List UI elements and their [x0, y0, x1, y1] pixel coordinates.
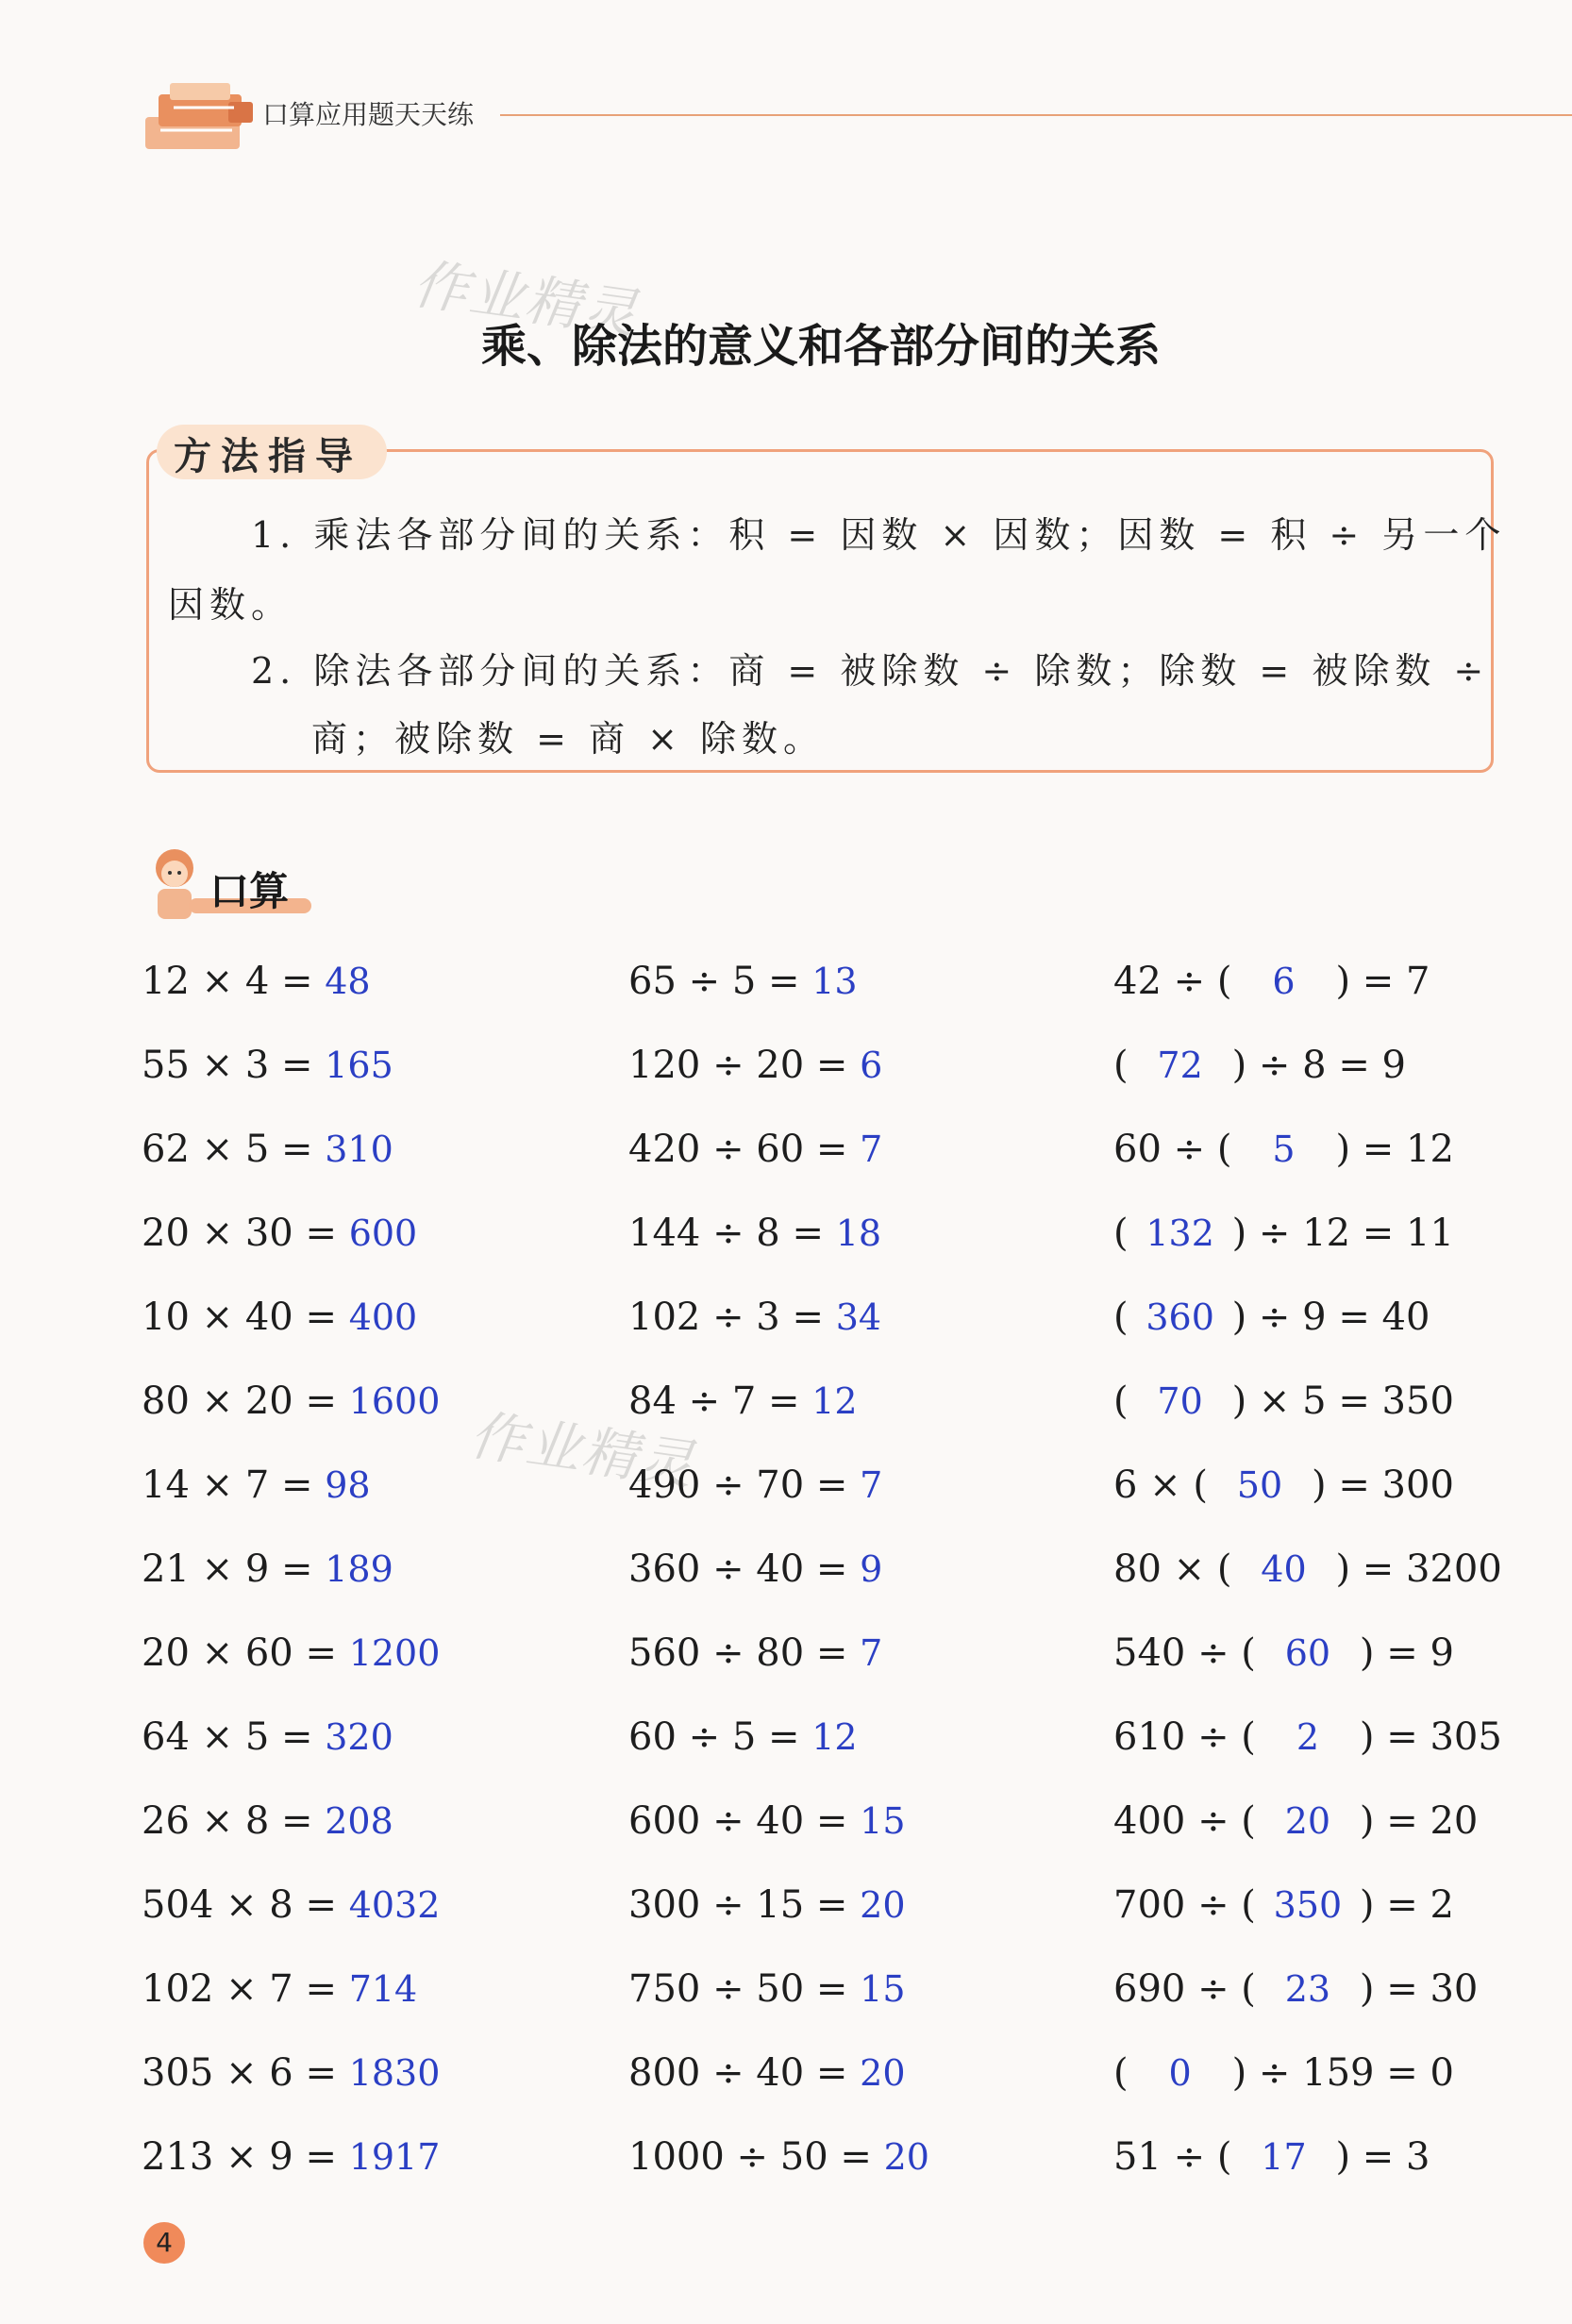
exercise-answer: 40: [1261, 1548, 1307, 1590]
exercise-column-3: [1113, 958, 1502, 2217]
exercise-row: [628, 1042, 929, 1126]
exercise-answer: 7: [860, 1129, 883, 1170]
exercise-row: [628, 1546, 929, 1630]
exercise-answer: 320: [325, 1716, 393, 1758]
exercise-row: [1113, 2133, 1502, 2217]
exercise-suffix: ) = 300: [1312, 1463, 1454, 1507]
exercise-question: 55 × 3 =: [142, 1044, 326, 1087]
header-title: 口算应用题天天练: [262, 99, 475, 130]
exercise-prefix: 540 ÷ (: [1113, 1631, 1256, 1675]
exercise-column-2: [628, 958, 929, 2217]
exercise-question: 10 × 40 =: [142, 1296, 349, 1339]
exercise-answer: 132: [1146, 1212, 1214, 1254]
exercise-row: [142, 1797, 440, 1881]
exercise-question: 64 × 5 =: [142, 1715, 326, 1759]
exercise-row: [142, 1378, 440, 1462]
exercise-row: [142, 1630, 440, 1714]
exercise-prefix: (: [1113, 1296, 1129, 1339]
exercise-question: 14 × 7 =: [142, 1463, 326, 1507]
exercise-answer: 9: [860, 1548, 883, 1590]
exercise-row: [142, 958, 440, 1042]
exercise-answer: 350: [1273, 1884, 1343, 1926]
method-rule-1: 1. 乘法各部分间的关系：积 = 因数 × 因数；因数 = 积 ÷ 另一个: [251, 514, 1507, 556]
exercise-row: [628, 1210, 929, 1294]
exercise-answer: 34: [835, 1296, 882, 1338]
exercise-question: 560 ÷ 80 =: [628, 1631, 861, 1675]
exercise-question: 60 ÷ 5 =: [628, 1715, 812, 1759]
exercise-row: [142, 1881, 440, 1965]
exercise-row: [628, 1881, 929, 1965]
exercise-row: [628, 1462, 929, 1546]
exercise-prefix: 690 ÷ (: [1113, 1967, 1256, 2011]
exercise-row: [142, 1714, 440, 1797]
exercise-answer: 714: [348, 1968, 418, 2010]
exercise-question: 102 × 7 =: [142, 1967, 349, 2011]
exercise-row: [628, 2049, 929, 2133]
exercise-row: [142, 1126, 440, 1210]
exercise-row: [1113, 1714, 1502, 1797]
exercise-question: 600 ÷ 40 =: [628, 1799, 861, 1843]
exercise-prefix: 6 × (: [1113, 1463, 1208, 1507]
exercise-row: [1113, 1546, 1502, 1630]
exercise-question: 144 ÷ 8 =: [628, 1212, 836, 1255]
exercise-question: 420 ÷ 60 =: [628, 1128, 861, 1171]
exercise-row: [628, 1630, 929, 1714]
exercise-answer: 18: [835, 1212, 882, 1254]
exercise-suffix: ) ÷ 12 = 11: [1231, 1212, 1454, 1255]
exercise-prefix: 42 ÷ (: [1113, 960, 1232, 1003]
exercise-suffix: ) = 3: [1335, 2135, 1430, 2179]
exercise-answer: 17: [1261, 2136, 1307, 2178]
watermark: 作业精灵: [409, 251, 643, 347]
exercise-question: 12 × 4 =: [142, 960, 326, 1003]
exercise-answer: 0: [1168, 2052, 1192, 2094]
exercise-answer: 400: [348, 1296, 418, 1338]
exercise-answer: 13: [811, 961, 858, 1002]
exercise-question: 490 ÷ 70 =: [628, 1463, 861, 1507]
exercise-prefix: 610 ÷ (: [1113, 1715, 1256, 1759]
exercise-question: 1000 ÷ 50 =: [628, 2135, 884, 2179]
exercise-prefix: (: [1113, 1212, 1129, 1255]
exercise-prefix: (: [1113, 1379, 1129, 1423]
exercise-question: 305 × 6 =: [142, 2051, 349, 2095]
exercise-answer: 20: [860, 1884, 906, 1926]
exercise-row: [1113, 1630, 1502, 1714]
method-rule-2: 2. 除法各部分间的关系：商 = 被除数 ÷ 除数；除数 = 被除数 ÷: [251, 650, 1490, 692]
exercise-suffix: ) ÷ 8 = 9: [1231, 1044, 1407, 1087]
exercise-answer: 20: [1284, 1800, 1331, 1842]
exercise-row: [628, 958, 929, 1042]
exercise-answer: 7: [860, 1632, 883, 1674]
exercise-question: 62 × 5 =: [142, 1128, 326, 1171]
exercise-prefix: 700 ÷ (: [1113, 1883, 1256, 1927]
exercise-column-1: [142, 958, 440, 2217]
exercise-question: 800 ÷ 40 =: [628, 2051, 861, 2095]
exercise-answer: 12: [811, 1716, 858, 1758]
exercise-answer: 15: [860, 1800, 906, 1842]
exercise-suffix: ) = 2: [1359, 1883, 1454, 1927]
exercise-question: 504 × 8 =: [142, 1883, 349, 1927]
exercise-suffix: ) = 20: [1359, 1799, 1479, 1843]
exercise-row: [1113, 2049, 1502, 2133]
exercise-row: [628, 1797, 929, 1881]
method-rule-2-cont: 商；被除数 = 商 × 除数。: [311, 718, 825, 760]
exercise-prefix: (: [1113, 1044, 1129, 1087]
page-number: 4: [143, 2222, 185, 2264]
exercise-answer: 5: [1272, 1129, 1296, 1170]
exercise-prefix: 400 ÷ (: [1113, 1799, 1256, 1843]
exercise-row: [142, 1546, 440, 1630]
exercise-row: [1113, 1797, 1502, 1881]
exercise-answer: 6: [1272, 961, 1296, 1002]
exercise-question: 750 ÷ 50 =: [628, 1967, 861, 2011]
exercise-answer: 2: [1296, 1716, 1319, 1758]
exercise-suffix: ) ÷ 9 = 40: [1231, 1296, 1430, 1339]
exercise-answer: 1200: [348, 1632, 441, 1674]
exercise-suffix: ) = 9: [1359, 1631, 1454, 1675]
exercise-suffix: ) = 12: [1335, 1128, 1454, 1171]
exercise-answer: 4032: [348, 1884, 441, 1926]
exercise-question: 300 ÷ 15 =: [628, 1883, 861, 1927]
exercise-row: [1113, 1042, 1502, 1126]
exercise-prefix: (: [1113, 2051, 1129, 2095]
exercise-answer: 15: [860, 1968, 906, 2010]
exercise-question: 20 × 30 =: [142, 1212, 349, 1255]
exercise-answer: 1830: [348, 2052, 441, 2094]
exercise-question: 26 × 8 =: [142, 1799, 326, 1843]
exercise-row: [142, 1294, 440, 1378]
page-title: 乘、除法的意义和各部分间的关系: [480, 320, 1161, 373]
exercise-answer: 1600: [348, 1380, 441, 1422]
exercise-row: [628, 1378, 929, 1462]
exercise-question: 102 ÷ 3 =: [628, 1296, 836, 1339]
exercise-answer: 208: [325, 1800, 393, 1842]
exercise-answer: 72: [1157, 1045, 1203, 1086]
exercise-row: [1113, 1210, 1502, 1294]
method-guidance-label: 方法指导: [174, 435, 362, 478]
exercise-row: [628, 1126, 929, 1210]
exercise-answer: 20: [883, 2136, 929, 2178]
exercise-answer: 48: [325, 961, 371, 1002]
method-rule-1-cont: 因数。: [168, 584, 293, 626]
exercise-row: [142, 1462, 440, 1546]
exercise-suffix: ) = 3200: [1335, 1547, 1502, 1591]
exercise-row: [1113, 1378, 1502, 1462]
exercise-row: [1113, 958, 1502, 1042]
exercise-row: [142, 1965, 440, 2049]
exercise-answer: 600: [348, 1212, 418, 1254]
exercise-answer: 70: [1157, 1380, 1203, 1422]
exercise-answer: 310: [325, 1129, 393, 1170]
exercise-question: 360 ÷ 40 =: [628, 1547, 861, 1591]
book-stack-icon: [142, 74, 259, 164]
watermark: 作业精灵: [465, 1402, 699, 1498]
exercise-answer: 12: [811, 1380, 858, 1422]
exercise-row: [628, 1965, 929, 2049]
exercise-row: [1113, 1965, 1502, 2049]
exercise-question: 84 ÷ 7 =: [628, 1379, 812, 1423]
exercise-row: [142, 1210, 440, 1294]
exercise-prefix: 80 × (: [1113, 1547, 1232, 1591]
exercise-row: [142, 2049, 440, 2133]
exercise-answer: 60: [1284, 1632, 1331, 1674]
exercise-question: 21 × 9 =: [142, 1547, 326, 1591]
exercise-answer: 98: [325, 1464, 371, 1506]
exercise-answer: 1917: [348, 2136, 441, 2178]
exercise-answer: 7: [860, 1464, 883, 1506]
exercise-row: [1113, 1126, 1502, 1210]
exercise-answer: 189: [325, 1548, 393, 1590]
exercise-row: [1113, 1294, 1502, 1378]
exercise-suffix: ) ÷ 159 = 0: [1231, 2051, 1454, 2095]
exercise-row: [142, 1042, 440, 1126]
exercise-answer: 50: [1236, 1464, 1283, 1506]
exercise-row: [1113, 1881, 1502, 1965]
exercise-question: 80 × 20 =: [142, 1379, 349, 1423]
exercise-answer: 6: [860, 1045, 883, 1086]
exercise-answer: 23: [1284, 1968, 1331, 2010]
section-title: 口算: [209, 868, 290, 914]
exercise-row: [628, 1714, 929, 1797]
exercise-row: [628, 1294, 929, 1378]
exercise-suffix: ) = 7: [1335, 960, 1430, 1003]
header-divider: [500, 114, 1572, 116]
exercise-row: [628, 2133, 929, 2217]
exercise-suffix: ) × 5 = 350: [1231, 1379, 1454, 1423]
exercise-row: [1113, 1462, 1502, 1546]
exercise-answer: 360: [1146, 1296, 1214, 1338]
exercise-suffix: ) = 305: [1359, 1715, 1502, 1759]
exercise-prefix: 51 ÷ (: [1113, 2135, 1232, 2179]
exercise-question: 65 ÷ 5 =: [628, 960, 812, 1003]
exercise-row: [142, 2133, 440, 2217]
exercise-prefix: 60 ÷ (: [1113, 1128, 1232, 1171]
exercise-answer: 20: [860, 2052, 906, 2094]
exercise-question: 120 ÷ 20 =: [628, 1044, 861, 1087]
exercise-suffix: ) = 30: [1359, 1967, 1479, 2011]
exercise-answer: 165: [325, 1045, 393, 1086]
exercise-question: 20 × 60 =: [142, 1631, 349, 1675]
exercise-question: 213 × 9 =: [142, 2135, 349, 2179]
